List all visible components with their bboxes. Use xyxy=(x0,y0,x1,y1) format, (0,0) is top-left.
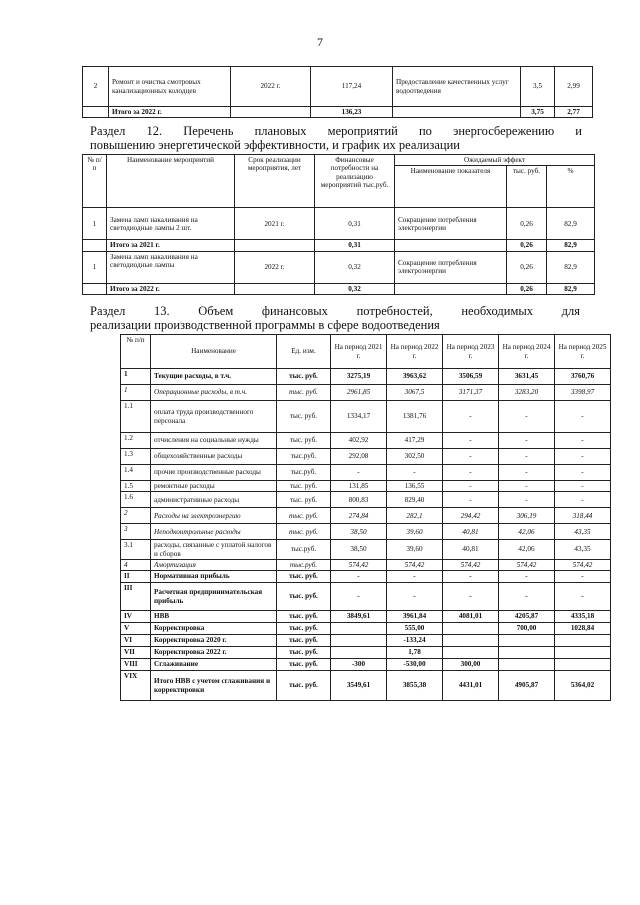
cell-name: прочие производственные расходы xyxy=(151,465,277,481)
cell-unit: тыс. руб. xyxy=(277,635,331,647)
cell-total-amount: 0,32 xyxy=(315,283,395,294)
cell-unit: тыс.руб. xyxy=(277,449,331,465)
cell-value: 574,42 xyxy=(443,559,499,570)
cell-num: 3.1 xyxy=(121,540,151,560)
cell-amount: 0,31 xyxy=(315,208,395,240)
cell-value: 800,83 xyxy=(331,492,387,508)
cell-num: 1.2 xyxy=(121,433,151,449)
header-row xyxy=(83,155,595,166)
cell-value: - xyxy=(387,571,443,583)
table-row xyxy=(83,251,595,283)
cell-value: - xyxy=(555,401,611,433)
cell-value: 4905,87 xyxy=(499,671,555,701)
cell-value: - xyxy=(443,433,499,449)
cell-num: 1.6 xyxy=(121,492,151,508)
cell-value: - xyxy=(555,583,611,611)
cell-value: - xyxy=(443,571,499,583)
cell-name: административные расходы xyxy=(151,492,277,508)
cell-value: - xyxy=(443,481,499,492)
cell-value: 40,81 xyxy=(443,540,499,560)
cell-total-amount: 0,31 xyxy=(315,240,395,251)
cell-effect: Предоставление качественных услуг водоотведения xyxy=(393,67,521,107)
cell-value: 42,06 xyxy=(499,540,555,560)
table-row xyxy=(121,659,611,671)
table-row xyxy=(121,449,611,465)
cell-indicator: Сокращение потребления электроэнергии xyxy=(395,251,507,283)
cell-value: - xyxy=(555,492,611,508)
cell-value: 39,60 xyxy=(387,524,443,540)
cell-name: Сглаживание xyxy=(151,659,277,671)
cell-value: 38,50 xyxy=(331,540,387,560)
cell-indicator: Сокращение потребления электроэнергии xyxy=(395,208,507,240)
cell-value: - xyxy=(499,571,555,583)
cell-value: - xyxy=(555,571,611,583)
cell-value: 1334,17 xyxy=(331,401,387,433)
cell-value: - xyxy=(443,492,499,508)
cell-value xyxy=(443,635,499,647)
cell-value: 3963,62 xyxy=(387,369,443,385)
header-2022: На период 2022 г. xyxy=(387,335,443,369)
section13-title-line1: Раздел 13. Объем финансовых потребностей, необходимых для xyxy=(90,304,580,318)
header-2021: На период 2021 г. xyxy=(331,335,387,369)
cell-unit: тыс. руб. xyxy=(277,659,331,671)
cell-num: III xyxy=(121,583,151,611)
cell-name: Замена ламп накаливания на светодиодные лампы xyxy=(107,251,235,283)
cell-name: Итого НВВ с учетом сглаживания и корректировки xyxy=(151,671,277,701)
cell-amount: 0,32 xyxy=(315,251,395,283)
cell-name: Расчетная предпринимательская прибыль xyxy=(151,583,277,611)
cell-value xyxy=(331,623,387,635)
cell-name: Операционные расходы, в т.ч. xyxy=(151,385,277,401)
cell-value: 3855,38 xyxy=(387,671,443,701)
table-row xyxy=(121,508,611,524)
cell-value xyxy=(555,635,611,647)
table-row xyxy=(121,671,611,701)
cell-unit: тыс. руб. xyxy=(277,369,331,385)
cell-value: 38,50 xyxy=(331,524,387,540)
cell-unit: тыс.руб. xyxy=(277,559,331,570)
table-row xyxy=(121,385,611,401)
table-row xyxy=(121,583,611,611)
cell-value: 574,42 xyxy=(331,559,387,570)
cell-t: 0,26 xyxy=(507,251,547,283)
cell-unit: тыс. руб. xyxy=(277,647,331,659)
cell-value: - xyxy=(443,465,499,481)
cell-value xyxy=(499,635,555,647)
cell-num: 1.5 xyxy=(121,481,151,492)
cell-value: - xyxy=(331,583,387,611)
cell-value: - xyxy=(387,465,443,481)
cell-value: - xyxy=(443,449,499,465)
cell-value: 282,1 xyxy=(387,508,443,524)
cell-value: 43,35 xyxy=(555,540,611,560)
table-row xyxy=(121,635,611,647)
cell-value: - xyxy=(331,465,387,481)
table-row xyxy=(121,369,611,385)
cell-num: V xyxy=(121,623,151,635)
cell-unit: тыс.руб. xyxy=(277,465,331,481)
cell-unit: тыс.руб. xyxy=(277,540,331,560)
cell-p: 82,9 xyxy=(547,208,595,240)
cell-total-amount: 136,23 xyxy=(311,107,393,118)
cell-value: 39,60 xyxy=(387,540,443,560)
cell-value: 4205,87 xyxy=(499,611,555,623)
cell-name: отчисления на социальные нужды xyxy=(151,433,277,449)
cell-value: 1,78 xyxy=(387,647,443,659)
cell-value: 3961,84 xyxy=(387,611,443,623)
cell-name: Корректировка xyxy=(151,623,277,635)
cell-total-t: 0,26 xyxy=(507,283,547,294)
cell-value: - xyxy=(499,492,555,508)
cell-year: 2022 г. xyxy=(231,67,311,107)
cell-name: расходы, связанные с уплатой налогов и сборов xyxy=(151,540,277,560)
cell-value xyxy=(499,647,555,659)
cell-unit: тыс. руб. xyxy=(277,524,331,540)
cell-value: 43,35 xyxy=(555,524,611,540)
cell-num: 1.4 xyxy=(121,465,151,481)
cell-value: 3631,45 xyxy=(499,369,555,385)
cell-value: 3275,19 xyxy=(331,369,387,385)
cell-num: 1 xyxy=(83,208,107,240)
table-row xyxy=(121,611,611,623)
cell-name: общехозяйственные расходы xyxy=(151,449,277,465)
cell-value: 42,06 xyxy=(499,524,555,540)
table-row xyxy=(121,465,611,481)
cell-unit: тыс. руб. xyxy=(277,433,331,449)
cell-value: -300 xyxy=(331,659,387,671)
cell-unit: тыс. руб. xyxy=(277,401,331,433)
table-row xyxy=(121,433,611,449)
cell-value: 3283,20 xyxy=(499,385,555,401)
cell-value: 555,00 xyxy=(387,623,443,635)
cell-value: - xyxy=(555,449,611,465)
header-2025: На период 2025 г. xyxy=(555,335,611,369)
cell-unit: тыс. руб. xyxy=(277,492,331,508)
cell-total-p: 82,9 xyxy=(547,283,595,294)
cell-value: 574,42 xyxy=(499,559,555,570)
cell-value: 4335,18 xyxy=(555,611,611,623)
header-thousand: тыс. руб. xyxy=(507,166,547,208)
table-row-total xyxy=(83,283,595,294)
cell-name: Нормативная прибыль xyxy=(151,571,277,583)
cell-total-label: Итого за 2022 г. xyxy=(109,107,231,118)
cell-value: 302,50 xyxy=(387,449,443,465)
cell-v2: 2,99 xyxy=(555,67,593,107)
cell-unit: тыс. руб. xyxy=(277,385,331,401)
header-unit: Ед. изм. xyxy=(277,335,331,369)
cell-value: 4081,01 xyxy=(443,611,499,623)
cell-value: 417,29 xyxy=(387,433,443,449)
cell-total-label: Итого за 2022 г. xyxy=(107,283,235,294)
cell-num: VIX xyxy=(121,671,151,701)
cell-total-label: Итого за 2021 г. xyxy=(107,240,235,251)
section12-table xyxy=(82,154,595,295)
cell-name: НВВ xyxy=(151,611,277,623)
cell-value: 3398,97 xyxy=(555,385,611,401)
table-row xyxy=(121,623,611,635)
cell-p: 82,9 xyxy=(547,251,595,283)
cell-num: VIII xyxy=(121,659,151,671)
cell-value: - xyxy=(499,583,555,611)
cell-value: - xyxy=(555,433,611,449)
cell-value: - xyxy=(555,481,611,492)
table-row xyxy=(121,401,611,433)
cell-value: 40,81 xyxy=(443,524,499,540)
header-name: Наименование мероприятий xyxy=(107,155,235,208)
cell-value: 131,85 xyxy=(331,481,387,492)
cell-value: 1028,84 xyxy=(555,623,611,635)
cell-value: 3760,76 xyxy=(555,369,611,385)
cell-num: 1.1 xyxy=(121,401,151,433)
cell-num: 1.3 xyxy=(121,449,151,465)
cell-num: 3 xyxy=(121,524,151,540)
table-row-total xyxy=(83,240,595,251)
cell-value: - xyxy=(499,481,555,492)
cell-name: Замена ламп накаливания на светодиодные лампы 2 шт. xyxy=(107,208,235,240)
cell-value xyxy=(555,659,611,671)
header-2024: На период 2024 г. xyxy=(499,335,555,369)
cell-unit: тыс. руб. xyxy=(277,623,331,635)
cell-value: 574,42 xyxy=(555,559,611,570)
cell-value: 829,40 xyxy=(387,492,443,508)
cell-value: - xyxy=(499,465,555,481)
cell-total-p: 82,9 xyxy=(547,240,595,251)
cell-name: Корректировка 2022 г. xyxy=(151,647,277,659)
cell-value: 292,08 xyxy=(331,449,387,465)
section13-table xyxy=(120,334,611,701)
header-term: Срок реализации мероприятия, лет xyxy=(235,155,315,208)
cell-num: 1 xyxy=(121,385,151,401)
cell-name: Расходы на электроэнергию xyxy=(151,508,277,524)
cell-num: II xyxy=(121,571,151,583)
header-row xyxy=(121,335,611,369)
cell-name: Корректировка 2020 г. xyxy=(151,635,277,647)
cell-value xyxy=(499,659,555,671)
section12-title-line1: Раздел 12. Перечень плановых мероприятий по энергосбережению и xyxy=(90,124,582,138)
table-row xyxy=(121,481,611,492)
cell-value: - xyxy=(331,571,387,583)
cell-unit: тыс. руб. xyxy=(277,611,331,623)
cell-num: 1 xyxy=(83,251,107,283)
table-row xyxy=(121,571,611,583)
cell-value xyxy=(443,623,499,635)
cell-total-t: 0,26 xyxy=(507,240,547,251)
cell-value: 402,92 xyxy=(331,433,387,449)
cell-value: 318,44 xyxy=(555,508,611,524)
cell-name: Ремонт и очистка смотровых канализационных колодцев xyxy=(109,67,231,107)
cell-value: 1381,76 xyxy=(387,401,443,433)
cell-value: 3849,61 xyxy=(331,611,387,623)
cell-value: 4431,01 xyxy=(443,671,499,701)
cell-value: 700,00 xyxy=(499,623,555,635)
cell-value: - xyxy=(387,583,443,611)
cell-value: - xyxy=(499,449,555,465)
cell-value: 3506,59 xyxy=(443,369,499,385)
cell-num: VII xyxy=(121,647,151,659)
header-finance: Финансовые потребности на реализацию мероприятий тыс.руб. xyxy=(315,155,395,208)
cell-name: Неподконтрольные расходы xyxy=(151,524,277,540)
cell-value xyxy=(331,635,387,647)
page-number: 7 xyxy=(317,35,323,49)
table-row xyxy=(121,524,611,540)
cell-num: VI xyxy=(121,635,151,647)
cell-num: 2 xyxy=(83,67,109,107)
cell-value: 136,55 xyxy=(387,481,443,492)
cell-value: 3549,61 xyxy=(331,671,387,701)
cell-value: 2961,85 xyxy=(331,385,387,401)
cell-value: 5364,02 xyxy=(555,671,611,701)
table-row xyxy=(121,540,611,560)
cell-value: 306,19 xyxy=(499,508,555,524)
cell-name: Текущие расходы, в т.ч. xyxy=(151,369,277,385)
cell-unit: тыс. руб. xyxy=(277,481,331,492)
cell-value: -530,00 xyxy=(387,659,443,671)
section13-body xyxy=(121,369,611,701)
cell-name: Амортизация xyxy=(151,559,277,570)
cell-name: оплата труда производственного персонала xyxy=(151,401,277,433)
cell-amount: 117,24 xyxy=(311,67,393,107)
cell-num: 1 xyxy=(121,369,151,385)
cell-value xyxy=(443,647,499,659)
cell-value: - xyxy=(499,401,555,433)
header-num: № п/п xyxy=(121,335,151,369)
cell-unit: тыс. руб. xyxy=(277,671,331,701)
section13-title-line2: реализации производственной программы в сфере водоотведения xyxy=(90,318,440,332)
section12-title-line2: повышению энергетической эффективности, и график их реализации xyxy=(90,138,460,152)
cell-value: 274,84 xyxy=(331,508,387,524)
header-effect: Ожидаемый эффект xyxy=(395,155,595,166)
table-row xyxy=(83,67,593,107)
cell-num: 4 xyxy=(121,559,151,570)
cell-value xyxy=(555,647,611,659)
cell-v1: 3,5 xyxy=(521,67,555,107)
cell-value xyxy=(331,647,387,659)
cell-t: 0,26 xyxy=(507,208,547,240)
header-name: Наименование xyxy=(151,335,277,369)
table-row xyxy=(121,492,611,508)
header-num: № п/п xyxy=(83,155,107,208)
cell-value: 294,42 xyxy=(443,508,499,524)
cell-value: - xyxy=(443,583,499,611)
cell-total-v1: 3,75 xyxy=(521,107,555,118)
cell-value: - xyxy=(555,465,611,481)
cell-name: ремонтные расходы xyxy=(151,481,277,492)
cell-year: 2022 г. xyxy=(235,251,315,283)
header-percent: % xyxy=(547,166,595,208)
table-row xyxy=(83,208,595,240)
cell-value: 574,42 xyxy=(387,559,443,570)
cell-total-v2: 2,77 xyxy=(555,107,593,118)
header-indicator: Наименование показателя xyxy=(395,166,507,208)
cell-unit: тыс. руб. xyxy=(277,583,331,611)
top-table xyxy=(82,66,593,118)
table-row xyxy=(121,559,611,570)
table-row-total xyxy=(83,107,593,118)
cell-unit: тыс. руб. xyxy=(277,508,331,524)
cell-value: -133,24 xyxy=(387,635,443,647)
cell-unit: тыс. руб. xyxy=(277,571,331,583)
cell-value: - xyxy=(443,401,499,433)
cell-num: IV xyxy=(121,611,151,623)
cell-num: 2 xyxy=(121,508,151,524)
cell-value: 3067,5 xyxy=(387,385,443,401)
cell-value: 300,00 xyxy=(443,659,499,671)
header-2023: На период 2023 г. xyxy=(443,335,499,369)
table-row xyxy=(121,647,611,659)
cell-year: 2021 г. xyxy=(235,208,315,240)
cell-value: - xyxy=(499,433,555,449)
cell-value: 3171,37 xyxy=(443,385,499,401)
